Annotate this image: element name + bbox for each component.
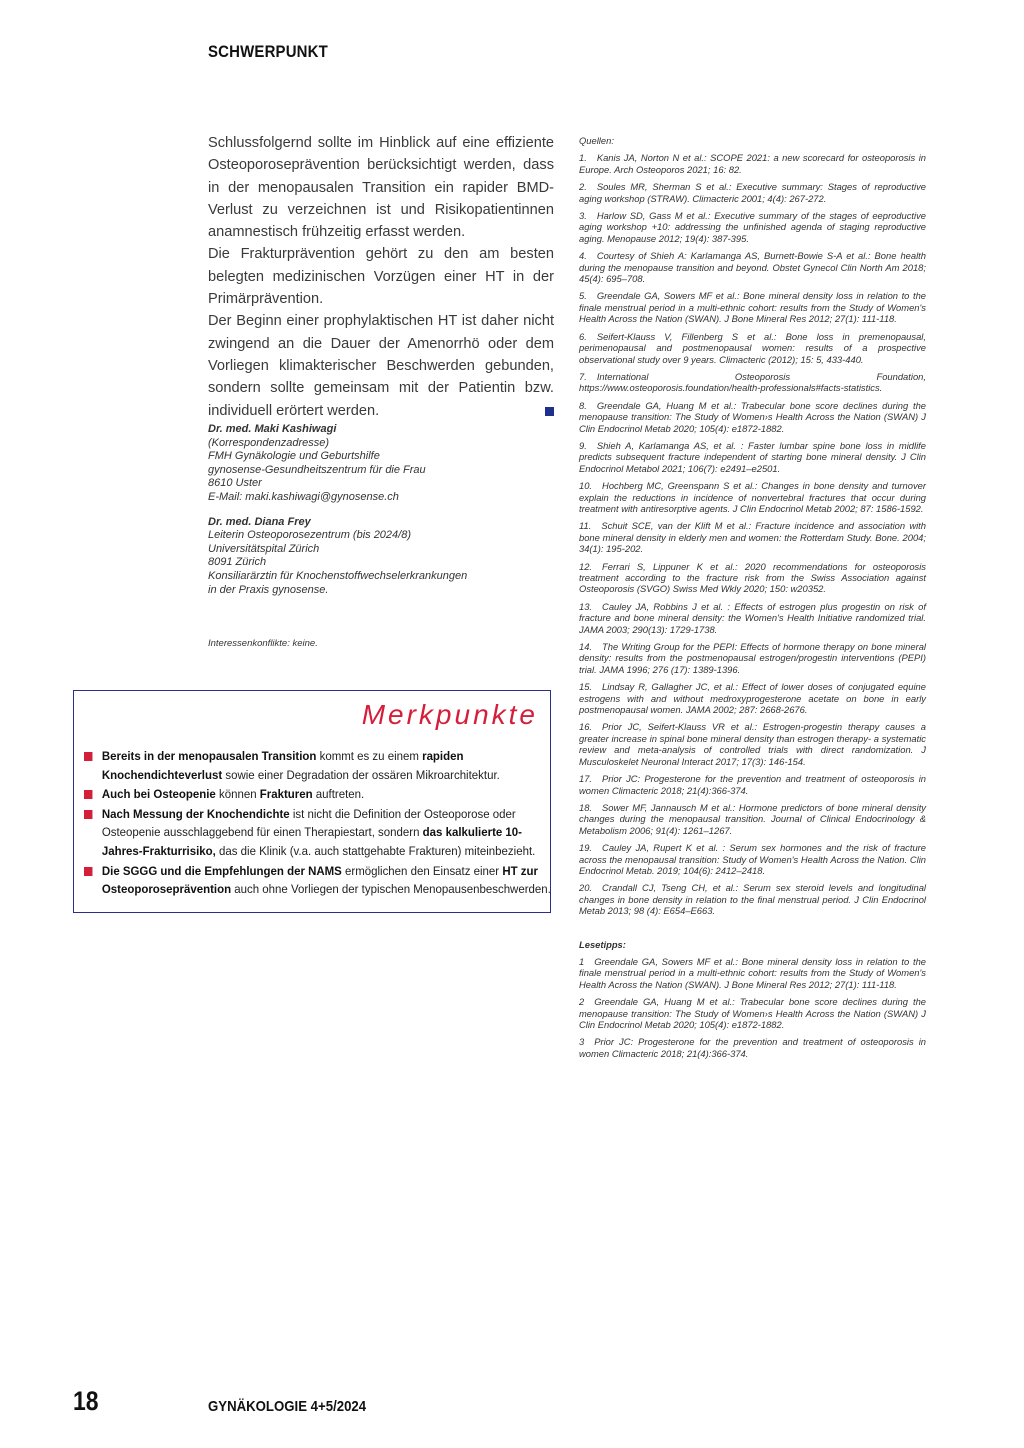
author-line: (Korrespondenzadresse) (208, 436, 330, 449)
key-point-text: kommt es zu einem (316, 749, 423, 763)
body-paragraph-text: Der Beginn einer prophylaktischen HT ist daher nicht zwingend an die Dauer der Amenorrhö oder dem Vorliegen klimakterischer Beschwerden gebunden, sondern sollte gemeinsam mit der Patientin bzw. individuell erörtert werden. (208, 313, 554, 419)
section-header: SCHWERPUNKT (208, 42, 328, 61)
reference-number: 14. (579, 641, 593, 653)
reference-text: Soules MR, Sherman S et al.: Executive summary: Stages of reproductive aging workshop (STRAW). Climacteric 2001; 4(4): 267-272. (579, 181, 926, 204)
reference-text: Ferrari S, Lippuner K et al.: 2020 recommendations for osteoporosis treatment according to the fracture risk from the Swiss Association against Osteoporosis (SVGO) Swiss Med Wkly 2020; 150: w20352. (579, 560, 926, 595)
author-name: Dr. med. Maki Kashiwagi (208, 423, 337, 435)
key-point-item (84, 805, 560, 861)
reference-text: Sower MF, Jannausch M et al.: Hormone predictors of bone mineral density changes during the menopausal transition. Journal of Clinical Endocrinology & Metabolism 2006; 91(4): 1261–1267. (579, 801, 926, 836)
key-point-text: das die Klinik (v.a. auch stattgehabte Frakturen) miteinbezieht. (215, 843, 536, 858)
author-name: Dr. med. Diana Frey (208, 515, 311, 528)
reference-item (579, 561, 926, 595)
reference-number: 9. (579, 439, 587, 451)
reference-number: 15. (579, 681, 593, 693)
reference-number: 7. (579, 370, 587, 382)
reference-text: Cauley JA, Robbins J et al. : Effects of estrogen plus progestin on risk of fracture and bone mineral density: the Women's Health Initiative randomized trial. JAMA 2003; 290(13): 1729-1738. (579, 600, 926, 635)
reference-text: Hochberg MC, Greenspann S et al.: Changes in bone density and turnover explain the reductions in incidence of nonvertebral fractures that occur during treatment with antiresorptive agents. J Clin Endocrinol Metab 2002; 87: 1586-1592. (579, 480, 926, 514)
reading-tip-text: Prior JC: Progesterone for the prevention and treatment of osteoporosis in women Climacteric 2018; 21(4):366-374. (579, 1036, 926, 1059)
key-point-emphasis: Nach Messung der Knochendichte (101, 806, 290, 821)
key-point-emphasis: Bereits in der menopausalen Transition (101, 749, 317, 763)
article-end-mark (545, 407, 554, 416)
reference-number: 6. (579, 330, 587, 342)
key-point-text: auftreten. (312, 787, 365, 802)
key-points-box (73, 690, 551, 913)
reference-item (579, 601, 926, 635)
reference-item (579, 331, 926, 365)
reference-text: Greendale GA, Huang M et al.: Trabecular bone score declines during the menopause transition: The Study of Women›s Health Across the Nation (SWAN) J Clin Endocrinol Metab 2020; 105(4): e1872-1882. (579, 399, 926, 434)
author-line: in der Praxis gynosense. (208, 583, 329, 596)
key-point-item (84, 747, 560, 784)
conflict-of-interest: Interessenkonflikte: keine. (208, 638, 318, 649)
bullet-square-icon (84, 752, 92, 761)
body-paragraph: Schlussfolgernd sollte im Hinblick auf eine effiziente Osteoporoseprävention berücksichtigt werden, dass in der menopausalen Transition ein rapider BMD-Verlust zu verzeichnen ist und Risikopatientinnen anamnestisch frühzeitig erfasst werden. (208, 135, 554, 241)
reading-tip-text: Greendale GA, Huang M et al.: Trabecular bone score declines during the menopause transition: The Study of Women›s Health Across the Nation (SWAN) J Clin Endocrinol Metab 2020; 105(4): e1872-1882. (579, 996, 926, 1030)
reading-tip-number: 1 (579, 955, 585, 967)
key-points-list (84, 747, 551, 900)
reference-text: Lindsay R, Gallagher JC, et al.: Effect of lower doses of conjugated equine estrogens with and without medroxyprogesterone acetate on bone in early postmenopausal women. JAMA 2002; 287: 2668-2676. (579, 681, 926, 716)
key-point-emphasis: rapiden Knochendichteverlust (101, 749, 464, 782)
reading-tips-list (579, 956, 926, 1059)
reading-tips-heading: Lesetipps: (579, 938, 626, 950)
reference-number: 2. (579, 181, 587, 193)
reference-item (579, 681, 926, 715)
author-line: Konsiliarärztin für Knochenstoffwechselerkrankungen (208, 569, 468, 582)
reading-tip-item (579, 956, 926, 990)
author-line: 8610 Uster (208, 477, 262, 490)
page-number: 18 (73, 1386, 99, 1416)
author-line: Universitätspital Zürich (208, 542, 320, 555)
key-point-item (84, 785, 560, 804)
reference-item (579, 371, 926, 394)
reference-item (579, 250, 926, 284)
bullet-square-icon (84, 867, 92, 876)
reference-number: 1. (579, 152, 587, 164)
journal-issue: GYNÄKOLOGIE 4+5/2024 (208, 1398, 367, 1415)
author-line: Leiterin Osteoporosezentrum (bis 2024/8) (208, 529, 411, 542)
author-block (208, 516, 554, 598)
reference-item (579, 721, 926, 767)
key-points-title: Merkpunkte (361, 699, 538, 730)
reference-text: Cauley JA, Rupert K et al. : Serum sex hormones and the risk of fracture across the menopausal transition: Study of Women's Health Across the Nation. Clin Endocrinol Metab. 2019; 104(6): 2412–2418. (579, 842, 926, 876)
reference-number: 19. (579, 842, 593, 854)
reference-item (579, 210, 926, 244)
reference-number: 20. (579, 882, 593, 894)
bullet-square-icon (84, 790, 92, 799)
reference-text: Prior JC, Seifert-Klauss VR et al.: Estrogen-progestin therapy causes a greater increase in spinal bone mineral density than estrogen therapy- a systematic review and meta-analysis of controlled trials with direct randomization. J Musculoskelet Neuronal Interact 2017; 17(3): 146-154. (579, 721, 926, 767)
body-paragraph (208, 310, 554, 421)
reading-tip-item (579, 1036, 926, 1059)
reference-item (579, 641, 926, 675)
reference-item (579, 773, 926, 796)
reference-text: Courtesy of Shieh A: Karlamanga AS, Burnett-Bowie S-A et al.: Bone health during the menopause transition and beyond. Obstet Gynecol Clin North Am 2018; 45(4): 695–708. (579, 250, 926, 285)
references-list (579, 152, 926, 916)
author-line: gynosense-Gesundheitszentrum für die Frau (208, 463, 426, 476)
reference-number: 4. (579, 250, 587, 262)
author-info (208, 423, 554, 608)
reference-number: 13. (579, 600, 593, 612)
key-point-emphasis: Auch bei Osteopenie (101, 787, 216, 802)
reference-number: 12. (579, 560, 593, 572)
reference-text: International Osteoporosis Foundation, https://www.osteoporosis.foundation/health-professionals#facts-statistics. (579, 370, 926, 394)
reference-text: Crandall CJ, Tseng CH, et al.: Serum sex steroid levels and longitudinal changes in bone density in relation to the final menstrual period. J Clin Endocrinol Metab 2013; 98 (4): E654–E663. (579, 882, 926, 917)
key-point-emphasis: HT zur Osteoporoseprävention (101, 863, 538, 897)
reference-text: Prior JC: Progesterone for the prevention and treatment of osteoporosis in women Climacteric 2018; 21(4):366-374. (579, 773, 926, 796)
reference-item (579, 882, 926, 916)
body-paragraph: Die Frakturprävention gehört zu den am besten belegten medizinischen Vorzügen einer HT in der Primärprävention. (208, 246, 554, 308)
reference-text: Kanis JA, Norton N et al.: SCOPE 2021: a new scorecard for osteoporosis in Europe. Arch Osteoporos 2021; 16: 82. (579, 152, 926, 175)
key-point-item (84, 862, 560, 899)
reference-number: 18. (579, 801, 593, 813)
reading-tip-number: 3 (579, 1036, 585, 1048)
key-point-text: ist nicht die Definition der Osteoporose oder Osteopenie ausschlaggebend für einen Therapiestart, sondern (101, 806, 516, 840)
reading-tip-number: 2 (579, 996, 585, 1008)
reference-text: Greendale GA, Sowers MF et al.: Bone mineral density loss in relation to the finale menstrual period in a multi-ethnic cohort: results from the Study of Women's Health Across the Nation (SWAN). J Bone Mineral Res 2012; 27(1): 111-118. (579, 290, 926, 325)
reference-text: Harlow SD, Gass M et al.: Executive summary of the stages of eeproductive aging workshop +10: addressing the unfinished agenda of staging reproductive aging. Menopause 2012; 19(4): 387-395. (579, 210, 926, 244)
reference-text: The Writing Group for the PEPI: Effects of hormone therapy on bone mineral density: results from the postmenopausal estrogen/progestin interventions (PEPI) trial. JAMA 1996; 276 (17): 1389-1396. (579, 641, 926, 675)
article-body (208, 132, 554, 422)
reference-item (579, 290, 926, 324)
reading-tip-text: Greendale GA, Sowers MF et al.: Bone mineral density loss in relation to the finale menstrual period in a multi-ethnic cohort: results from the Study of Women's Health Across the Nation (SWAN). J Bone Mineral Res 2012; 27(1): 111-118. (579, 955, 926, 990)
bullet-square-icon (84, 810, 92, 819)
key-point-text: können (215, 787, 260, 802)
reference-number: 16. (579, 721, 593, 733)
reference-text: Schuit SCE, van der Klift M et al.: Fracture incidence and association with bone mineral density in elderly men and women: the Rotterdam Study. Bone. 2004; 34(1): 195-202. (579, 520, 926, 555)
key-point-emphasis: das kalkulierte 10-Jahres-Frakturrisiko, (101, 825, 522, 858)
reference-number: 17. (579, 773, 593, 785)
key-point-emphasis: Die SGGG und die Empfehlungen der NAMS (101, 863, 342, 878)
reference-number: 8. (579, 399, 587, 411)
reference-number: 5. (579, 290, 587, 302)
references-heading: Quellen: (579, 135, 614, 146)
reference-text: Shieh A, Karlamanga AS, et al. : Faster lumbar spine bone loss in midlife predicts subsequent fracture independent of starting bone mineral density. J Clin Endocrinol Metabol 2021; 106(7): e2491–e2501. (579, 439, 926, 474)
key-point-text: sowie einer Degradation der ossären Mikroarchitektur. (222, 767, 500, 782)
reference-number: 11. (579, 520, 592, 532)
reference-item (579, 181, 926, 204)
author-block (208, 423, 554, 505)
reference-number: 3. (579, 210, 587, 222)
reference-text: Seifert-Klauss V, Fillenberg S et al.: Bone loss in premenopausal, perimenopausal and postmenopausal women: results of a prospective observational study over 9 years. Climacteric (2012); 15: 5, 433-440. (579, 330, 926, 365)
key-point-emphasis: Frakturen (259, 787, 313, 802)
key-point-text: ermöglichen den Einsatz einer (341, 863, 503, 878)
author-email: E-Mail: maki.kashiwagi@gynosense.ch (208, 490, 399, 503)
author-line: FMH Gynäkologie und Geburtshilfe (208, 450, 380, 463)
reference-item (579, 802, 926, 836)
key-point-text: auch ohne Vorliegen der typischen Menopausenbeschwerden. (231, 882, 551, 897)
reading-tip-item (579, 996, 926, 1030)
reference-item (579, 440, 926, 474)
reference-item (579, 480, 926, 514)
author-line: 8091 Zürich (208, 556, 267, 569)
reference-item (579, 842, 926, 876)
reference-item (579, 520, 926, 554)
reference-number: 10. (579, 480, 593, 492)
reference-item (579, 400, 926, 434)
references-column (579, 135, 926, 1065)
reference-item (579, 152, 926, 175)
